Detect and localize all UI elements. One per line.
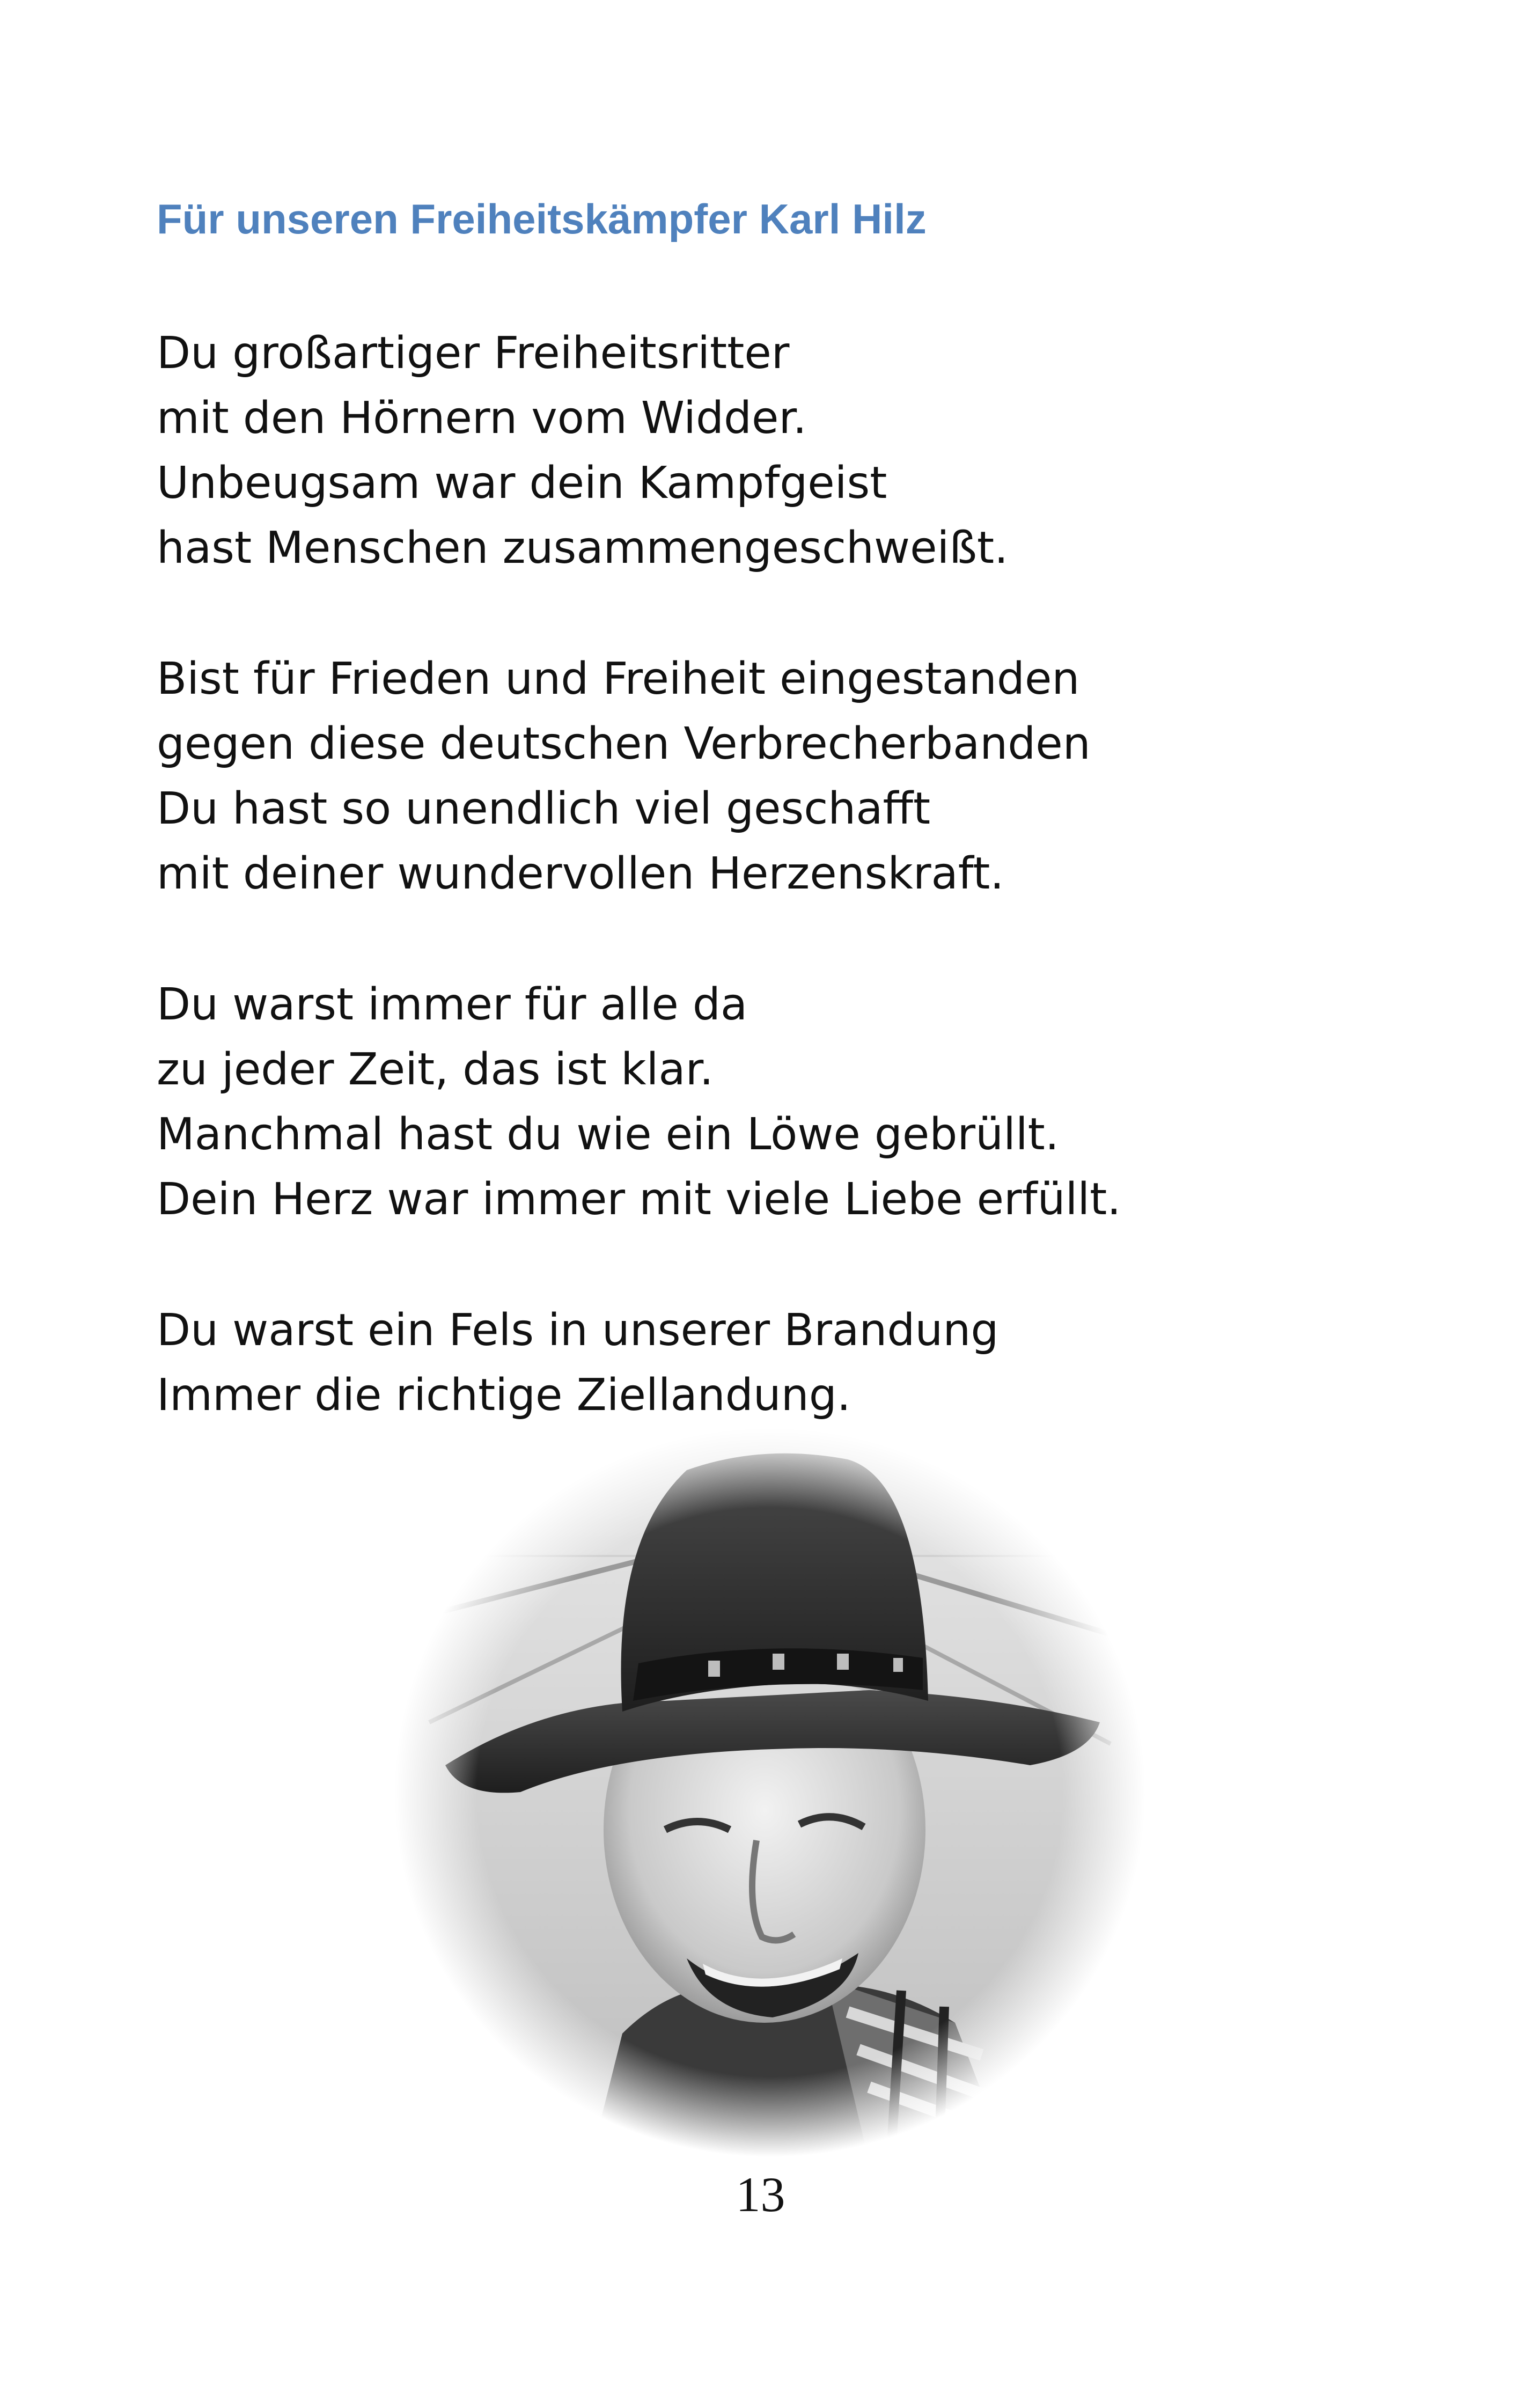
- poem-line: Du hast so unendlich viel geschafft: [157, 783, 931, 834]
- poem-line: Bist für Frieden und Freiheit eingestanden: [157, 654, 1080, 704]
- poem-stanza-2: [157, 647, 1091, 906]
- poem-line: gegen diese deutschen Verbrecherbanden: [157, 718, 1091, 769]
- portrait-photo: [386, 1422, 1153, 2162]
- page-number: 13: [736, 2167, 785, 2222]
- poem-line: Du warst ein Fels in unserer Brandung: [157, 1305, 999, 1356]
- poem-line: Unbeugsam war dein Kampfgeist: [157, 458, 887, 509]
- poem-line: Du großartiger Freiheitsritter: [157, 328, 790, 379]
- poem-line: Dein Herz war immer mit viele Liebe erfüllt.: [157, 1174, 1121, 1225]
- poem-stanza-3: [157, 972, 1121, 1232]
- poem-line: mit deiner wundervollen Herzenskraft.: [157, 848, 1004, 899]
- poem-line: mit den Hörnern vom Widder.: [157, 393, 807, 444]
- poem-title: Für unseren Freiheitskämpfer Karl Hilz: [157, 195, 927, 243]
- portrait-illustration: [386, 1422, 1153, 2162]
- poem-stanza-1: [157, 321, 1008, 581]
- poem-line: Immer die richtige Ziellandung.: [157, 1370, 851, 1421]
- poem-line: hast Menschen zusammengeschweißt.: [157, 523, 1009, 574]
- poem-stanza-4: [157, 1298, 998, 1428]
- poem-line: zu jeder Zeit, das ist klar.: [157, 1044, 714, 1095]
- poem-line: Du warst immer für alle da: [157, 979, 748, 1030]
- poem-line: Manchmal hast du wie ein Löwe gebrüllt.: [157, 1109, 1059, 1160]
